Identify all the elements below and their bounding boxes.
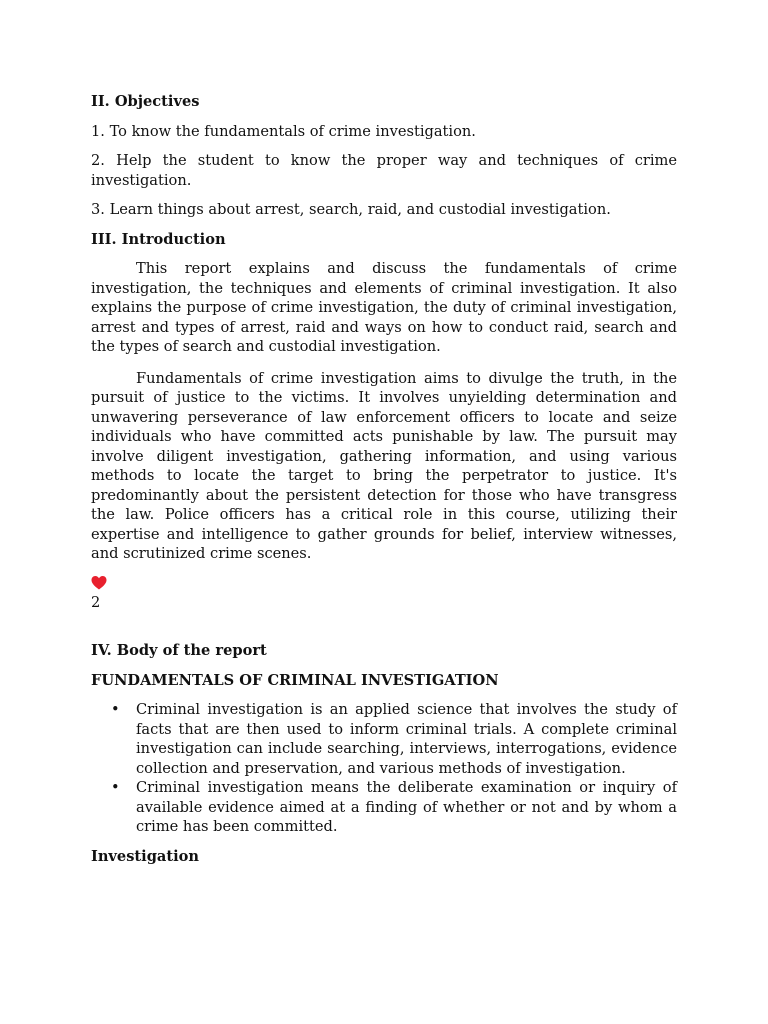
bullet-text: Criminal investigation is an applied science that involves the study of facts that are then used to inform criminal trials. A complete criminal investigation can include searching, interviews, interrogations, evidence collection and preservation, and various methods of investigation. (136, 701, 677, 777)
investigation-heading: Investigation (91, 847, 199, 865)
list-item (91, 778, 677, 837)
objective-item-2: 2. Help the student to know the proper way and techniques of crime investigation. (91, 152, 677, 189)
document-content (91, 92, 677, 866)
page-number: 2 (91, 593, 101, 611)
introduction-heading: III. Introduction (91, 230, 226, 248)
fundamentals-subheading: FUNDAMENTALS OF CRIMINAL INVESTIGATION (91, 671, 499, 689)
body-heading: IV. Body of the report (91, 642, 267, 659)
bullet-marker: • (111, 701, 120, 718)
fundamentals-bullet-list (91, 700, 677, 837)
objective-item-1: 1. To know the fundamentals of crime investigation. (91, 122, 476, 140)
introduction-paragraph-1: This report explains and discuss the fundamentals of crime investigation, the techniques and elements of criminal investigation. It also explains the purpose of crime investigation, the duty of criminal investigation, arrest and types of arrest, raid and ways on how to conduct raid, search and the types of search and custodial investigation. (91, 260, 677, 355)
bullet-text: Criminal investigation means the deliberate examination or inquiry of available evidence aimed at a finding of whether or not and by whom a crime has been committed. (136, 779, 677, 835)
objectives-heading: II. Objectives (91, 93, 200, 110)
introduction-paragraph-2: Fundamentals of crime investigation aims to divulge the truth, in the pursuit of justice to the victims. It involves unyielding determination and unwavering perseverance of law enforcement officers to locate and seize individuals who have committed acts punishable by law. The pursuit may involve diligent investigation, gathering information, and using various methods to locate the target to bring the perpetrator to justice. It's predominantly about the persistent detection for those who have transgress the law. Police officers has a critical role in this course, utilizing their expertise and intelligence to gather grounds for belief, interview witnesses, and scrutinized crime scenes. (91, 369, 677, 562)
heart-icon (91, 575, 107, 591)
bullet-marker: • (111, 779, 120, 796)
list-item (91, 700, 677, 778)
objective-item-3: 3. Learn things about arrest, search, raid, and custodial investigation. (91, 201, 611, 218)
